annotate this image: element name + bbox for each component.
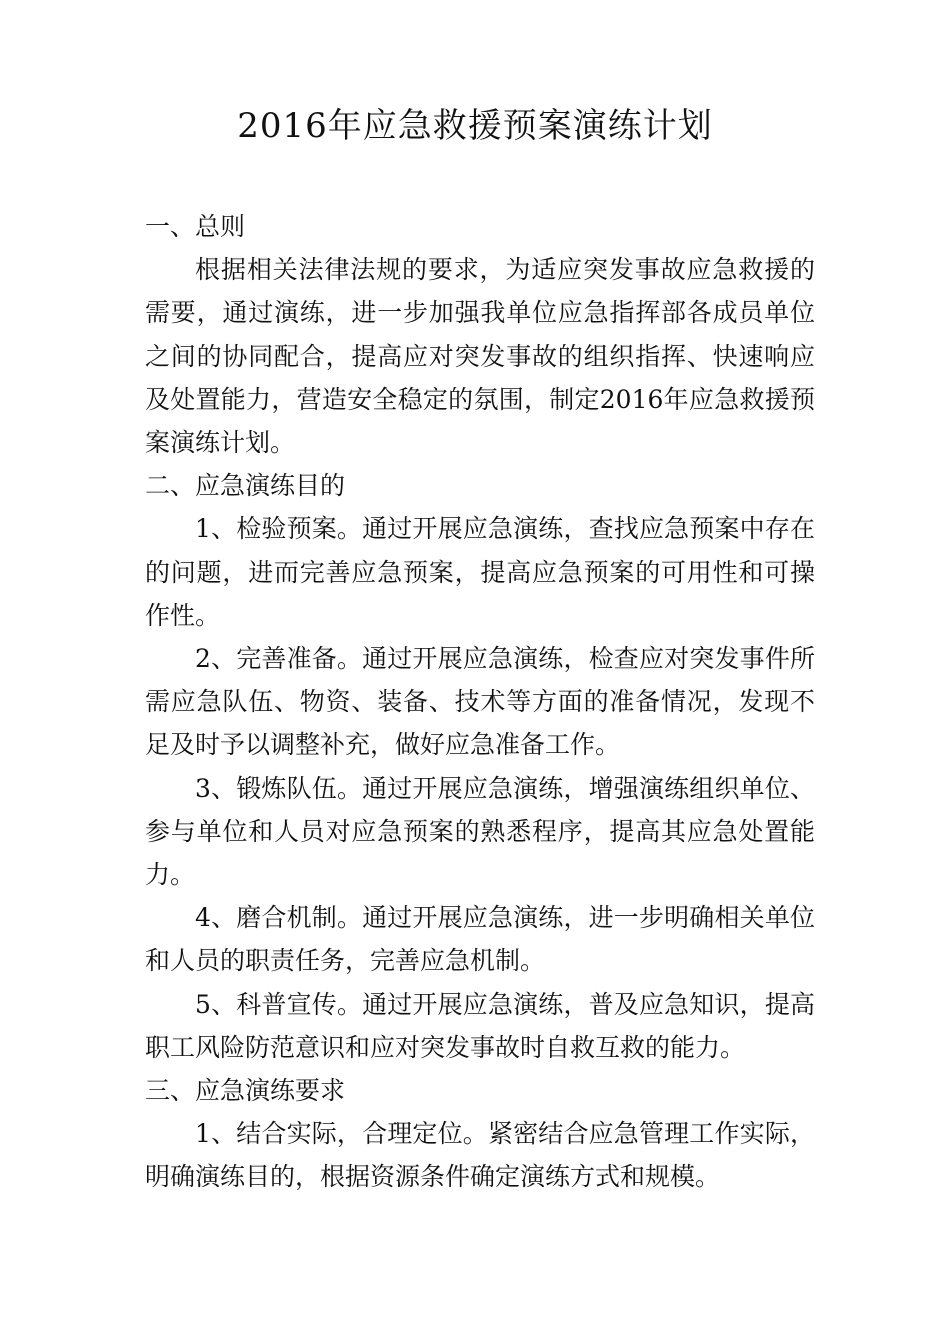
section-heading-purpose: 二、应急演练目的 [145, 471, 346, 501]
paragraph-purpose-5: 5、科普宣传。通过开展应急演练，普及应急知识，提高职工风险防范意识和应对突发事故时自救互救的能力。 [145, 989, 815, 1062]
section-heading-requirements: 三、应急演练要求 [145, 1076, 346, 1106]
paragraph-purpose-4: 4、磨合机制。通过开展应急演练，进一步明确相关单位和人员的职责任务，完善应急机制。 [145, 903, 815, 976]
paragraph-purpose-1: 1、检验预案。通过开展应急演练，查找应急预案中存在的问题，进而完善应急预案，提高应急预案的可用性和可操作性。 [145, 514, 815, 630]
document-body [145, 205, 815, 1199]
paragraph-general: 根据相关法律法规的要求，为适应突发事故应急救援的需要，通过演练，进一步加强我单位应急指挥部各成员单位之间的协同配合，提高应对突发事故的组织指挥、快速响应及处置能力，营造安全稳定的氛围，制定2016年应急救援预案演练计划。 [145, 255, 815, 458]
paragraph-requirements-1: 1、结合实际，合理定位。紧密结合应急管理工作实际，明确演练目的，根据资源条件确定演练方式和规模。 [145, 1119, 815, 1192]
paragraph-purpose-3: 3、锻炼队伍。通过开展应急演练，增强演练组织单位、参与单位和人员对应急预案的熟悉程序，提高其应急处置能力。 [145, 773, 815, 890]
document-title: 2016年应急救援预案演练计划 [237, 106, 713, 146]
paragraph-purpose-2: 2、完善准备。通过开展应急演练，检查应对突发事件所需应急队伍、物资、装备、技术等方面的准备情况，发现不足及时予以调整补充，做好应急准备工作。 [145, 644, 815, 760]
section-heading-general: 一、总则 [145, 212, 246, 241]
